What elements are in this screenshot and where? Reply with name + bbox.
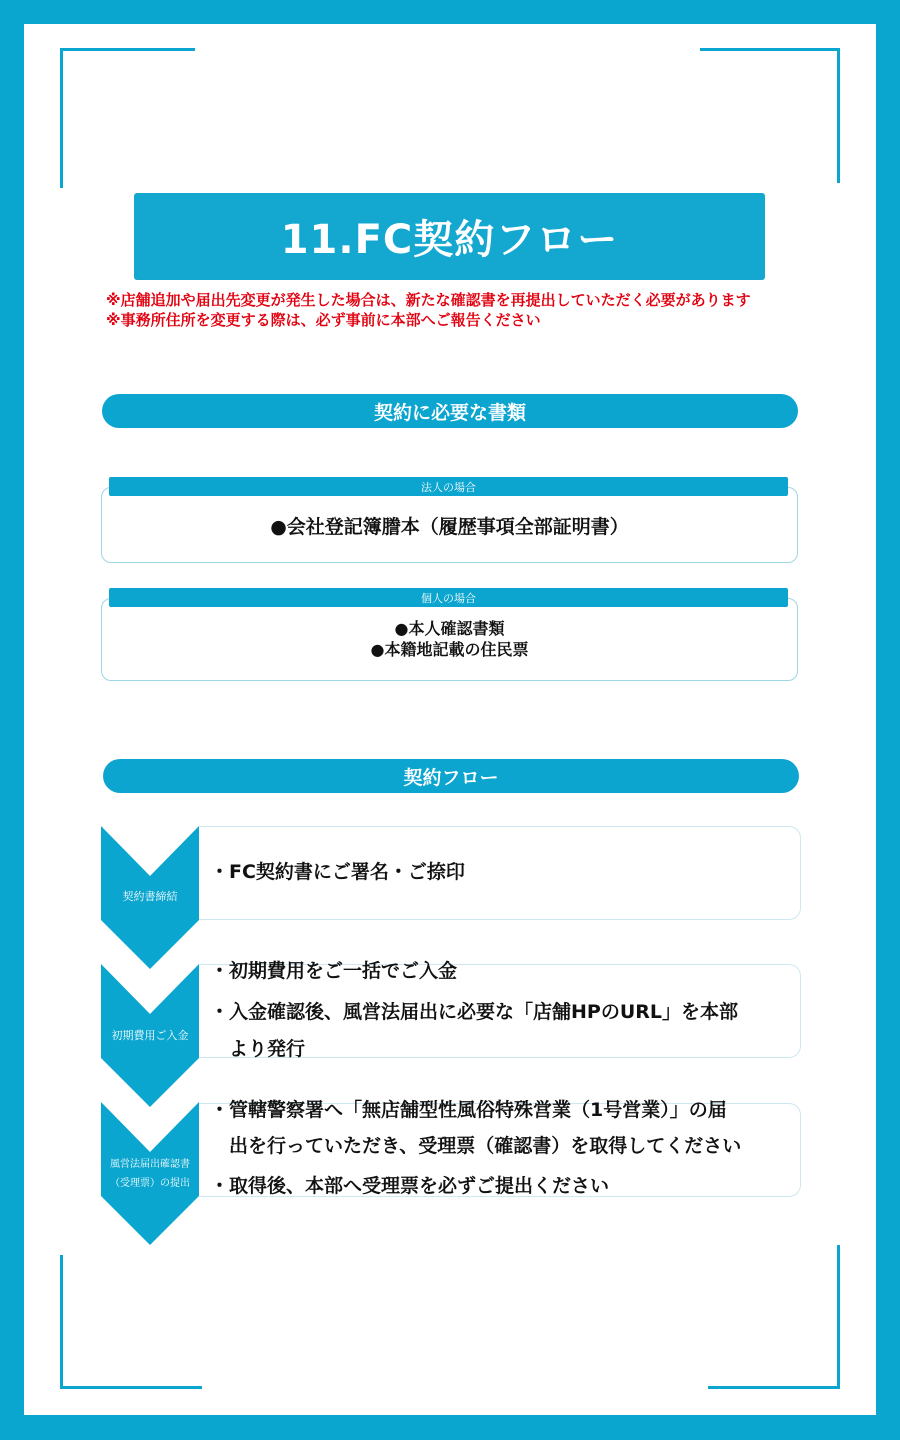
step-chevron-2 (101, 964, 199, 1107)
step-line: ・取得後、本部へ受理票を必ずご提出ください (210, 1175, 610, 1197)
corner-bracket-top-left (60, 48, 195, 51)
note-line: ※事務所住所を変更する際は、必ず事前に本部へご報告ください (106, 311, 541, 329)
page-title: 11.FC契約フロー (134, 193, 765, 280)
step-line: ・初期費用をご一括でご入金 (210, 960, 458, 982)
corporate-tab: 法人の場合 (109, 477, 788, 496)
step-line: 出を行っていただき、受理票（確認書）を取得してください (210, 1135, 742, 1157)
step-chevron-3 (101, 1102, 199, 1245)
corner-bracket-bottom-right (708, 1386, 840, 1389)
corporate-card (101, 487, 798, 563)
corner-bracket-bottom-right-vertical (837, 1245, 840, 1389)
step-line: ・管轄警察署へ「無店舗型性風俗特殊営業（1号営業）」の届 (210, 1099, 727, 1121)
corner-bracket-top-right-vertical (837, 48, 840, 183)
step-chevron-1 (101, 826, 199, 969)
corner-bracket-bottom-left (60, 1386, 202, 1389)
step-label: （受理票）の提出 (110, 1178, 190, 1189)
step-line: より発行 (210, 1038, 306, 1060)
flow-section-heading: 契約フロー (103, 759, 799, 793)
step-line: ・入金確認後、風営法届出に必要な「店舗HPのURL」を本部 (210, 1001, 738, 1023)
step-line: ・FC契約書にご署名・ご捺印 (210, 861, 465, 883)
docs-section-heading: 契約に必要な書類 (102, 394, 798, 428)
individual-card (101, 598, 798, 681)
individual-doc-item: ●本籍地記載の住民票 (370, 640, 529, 659)
individual-doc-item: ●本人確認書類 (394, 619, 505, 638)
corner-bracket-bottom-left-vertical (60, 1255, 63, 1389)
corner-bracket-top-right (700, 48, 840, 51)
individual-tab: 個人の場合 (109, 588, 788, 607)
step-label: 契約書締結 (122, 890, 178, 903)
note-line: ※店舗追加や届出先変更が発生した場合は、新たな確認書を再提出していただく必要があります (106, 291, 751, 309)
step-label: 風営法届出確認書 (110, 1159, 190, 1170)
step-label: 初期費用ご入金 (111, 1029, 189, 1042)
chevron-arrow-icon (101, 1102, 199, 1245)
corner-bracket-top-left-vertical (60, 48, 63, 188)
notes (106, 290, 826, 330)
corporate-doc-item: ●会社登記簿謄本（履歴事項全部証明書） (270, 516, 629, 538)
